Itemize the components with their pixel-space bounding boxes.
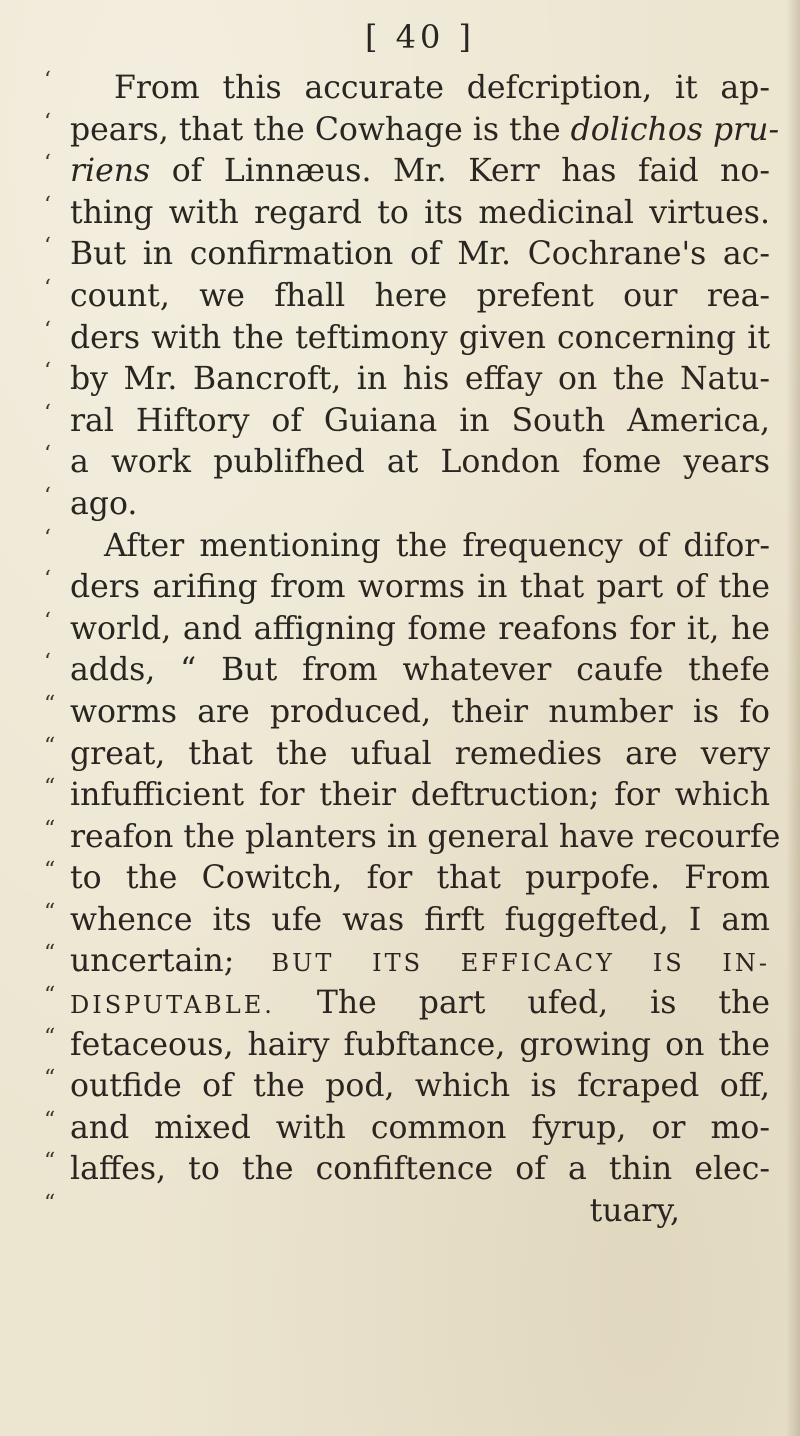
text-line [44,192,770,235]
line-text: tuary, [589,1193,680,1230]
quote-mark: “ [44,691,56,717]
body-text [44,68,781,1233]
line-text: whence its ufe was firft fuggefted, I am [70,901,770,938]
text-line [44,691,770,734]
quote-mark: ‘ [44,234,51,260]
text-line [44,442,770,484]
line-text: count, we fhall here prefent our rea- [70,277,770,314]
quote-mark: “ [44,983,56,1009]
line-text: thing with regard to its medicinal virtues. [70,194,770,231]
line-text: adds, “ But from whatever caufe thefe [70,652,770,689]
quote-mark: ‘ [44,317,51,343]
text-line [44,1107,770,1150]
text-line [44,1066,770,1108]
quote-mark: “ [44,1024,56,1050]
line-text: and mixed with common fyrup, or mo- [70,1109,770,1146]
line-text: by Mr. Bancroft, in his effay on the Natu- [70,361,770,398]
quote-mark: ‘ [44,109,51,135]
line-text: DISPUTABLE. The part ufed, is the [70,985,770,1022]
text-line [44,483,770,526]
quote-mark: “ [44,733,56,759]
quote-mark: ‘ [44,608,51,634]
quote-mark: “ [44,1191,56,1217]
line-text: worms are produced, their number is fo [70,693,770,730]
quote-mark: “ [44,1149,56,1175]
text-line [44,1149,770,1191]
text-line [44,525,770,568]
text-line [44,941,770,983]
text-line [44,1191,770,1233]
quote-mark: ‘ [44,650,51,676]
line-text: world, and affigning fome reafons for it, he [70,610,770,647]
text-line [44,775,770,817]
text-line [44,650,770,692]
line-text: great, that the ufual remedies are very [70,735,770,772]
line-text: a work publifhed at London fome years [70,444,770,481]
quote-mark: ‘ [44,567,51,593]
quote-mark: “ [44,899,56,925]
line-text: riens of Linnæus. Mr. Kerr has faid no- [70,153,770,190]
text-line [44,733,770,776]
quote-mark: ‘ [44,275,51,301]
quote-mark: “ [44,1066,56,1092]
line-text: to the Cowitch, for that purpofe. From [70,860,770,897]
line-text: ago. [70,485,138,522]
quote-mark: ‘ [44,68,51,93]
line-text: ders arifing from worms in that part of the [70,569,770,606]
line-text: After mentioning the frequency of difor- [104,527,770,564]
line-text: But in confirmation of Mr. Cochrane's ac- [70,236,770,273]
quote-mark: “ [44,775,56,801]
text-line [44,359,770,401]
line-text: ders with the teftimony given concerning it [70,319,770,356]
text-line [44,567,770,609]
quote-mark: “ [44,1107,56,1133]
quote-mark: ‘ [44,151,51,177]
quote-mark: “ [44,858,56,884]
text-line [44,275,770,318]
quote-mark: ‘ [44,192,51,218]
line-text: uncertain; BUT ITS EFFICACY IS IN- [70,943,770,980]
quote-mark: “ [44,941,56,967]
line-text: infufficient for their deftruction; for which [70,777,770,814]
quote-mark: “ [44,816,56,842]
page-edge-shadow [786,0,800,1436]
text-line [44,109,780,152]
line-text: outfide of the pod, which is fcraped off, [70,1068,770,1105]
quote-mark: ‘ [44,483,51,509]
quote-mark: ‘ [44,442,51,468]
text-line [44,983,770,1025]
page-number-header: [ 40 ] [364,18,476,56]
quote-mark: ‘ [44,359,51,385]
line-text: laffes, to the confiftence of a thin elec- [70,1151,770,1188]
quote-mark: ‘ [44,400,51,426]
text-line [44,400,770,443]
text-line [44,858,770,900]
line-text: ral Hiftory of Guiana in South America, [70,402,770,439]
text-line [44,608,770,651]
text-line [44,1024,770,1067]
text-line [44,234,770,276]
text-line [44,317,770,360]
line-text: pears, that the Cowhage is the dolichos pru- [70,111,780,148]
line-text: From this accurate defcription, it ap- [114,70,770,106]
line-text: fetaceous, hairy fubftance, growing on the [70,1026,770,1063]
line-text: reafon the planters in general have recourfe [70,818,781,855]
text-line [44,899,770,942]
quote-mark: ‘ [44,525,51,551]
text-line [44,151,770,193]
text-line [44,816,781,859]
text-line [44,68,770,110]
